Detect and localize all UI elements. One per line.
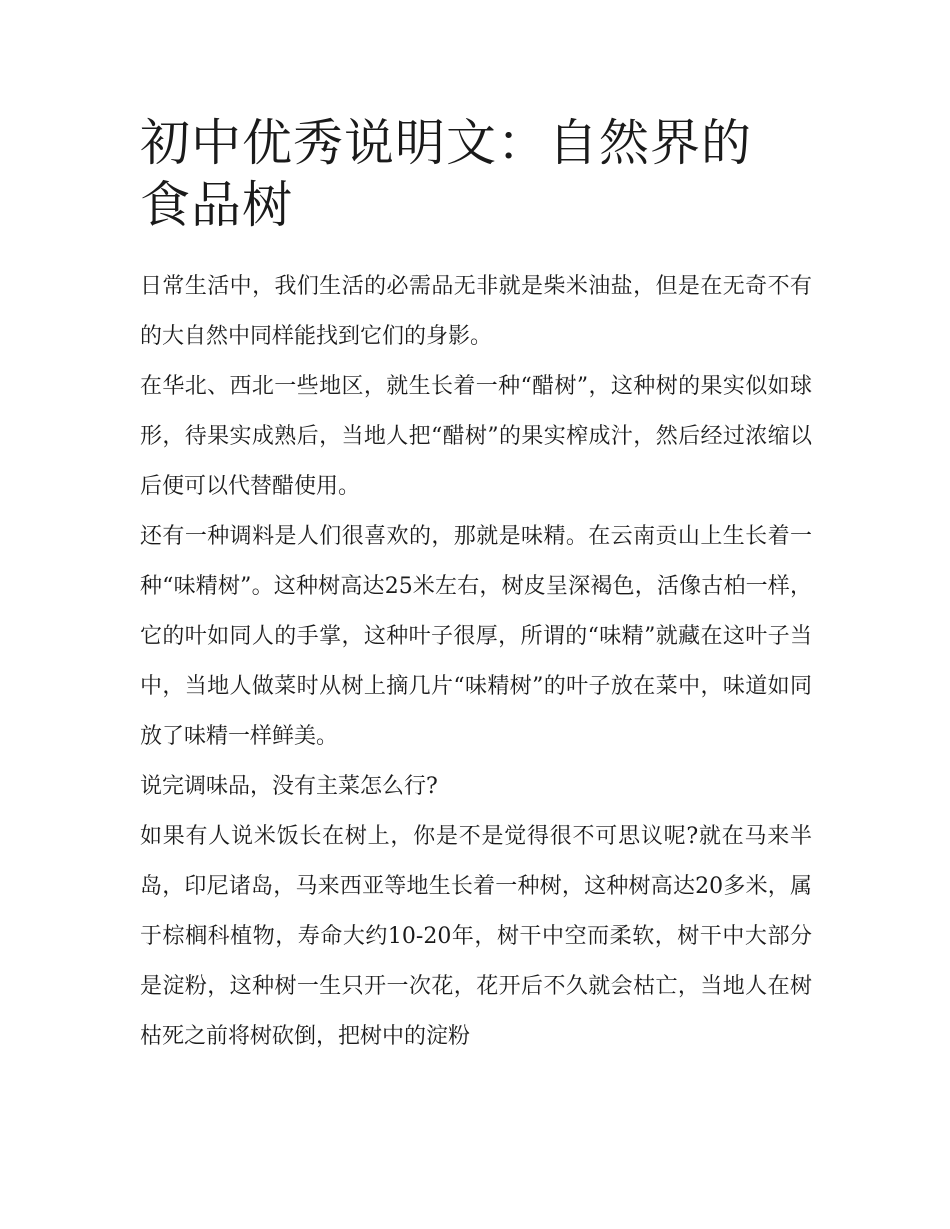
- document-content: [140, 112, 820, 1062]
- document-body: [140, 262, 820, 1062]
- paragraph-5: 如果有人说米饭长在树上，你是不是觉得很不可思议呢?就在马来半岛，印尼诸岛，马来西亚等地生长着一种树，这种树高达20多米，属于棕榈科植物，寿命大约10-20年，树干中空而柔软，树干中大部分是淀粉，这种树一生只开一次花，花开后不久就会枯亡，当地人在树枯死之前将树砍倒，把树中的淀粉: [140, 824, 812, 1049]
- document-title: 初中优秀说明文：自然界的食品树: [140, 114, 752, 234]
- paragraph-4: 说完调味品，没有主菜怎么行?: [140, 774, 438, 799]
- paragraph-1: 日常生活中，我们生活的必需品无非就是柴米油盐，但是在无奇不有的大自然中同样能找到它们的身影。: [140, 274, 812, 349]
- paragraph-3: 还有一种调料是人们很喜欢的，那就是味精。在云南贡山上生长着一种“味精树”。这种树高达25米左右，树皮呈深褐色，活像古柏一样，它的叶如同人的手掌，这种叶子很厚，所谓的“味精”就藏在这叶子当中，当地人做菜时从树上摘几片“味精树”的叶子放在菜中，味道如同放了味精一样鲜美。: [140, 524, 812, 749]
- paragraph-2: 在华北、西北一些地区，就生长着一种“醋树”，这种树的果实似如球形，待果实成熟后，当地人把“醋树”的果实榨成汁，然后经过浓缩以后便可以代替醋使用。: [140, 374, 812, 499]
